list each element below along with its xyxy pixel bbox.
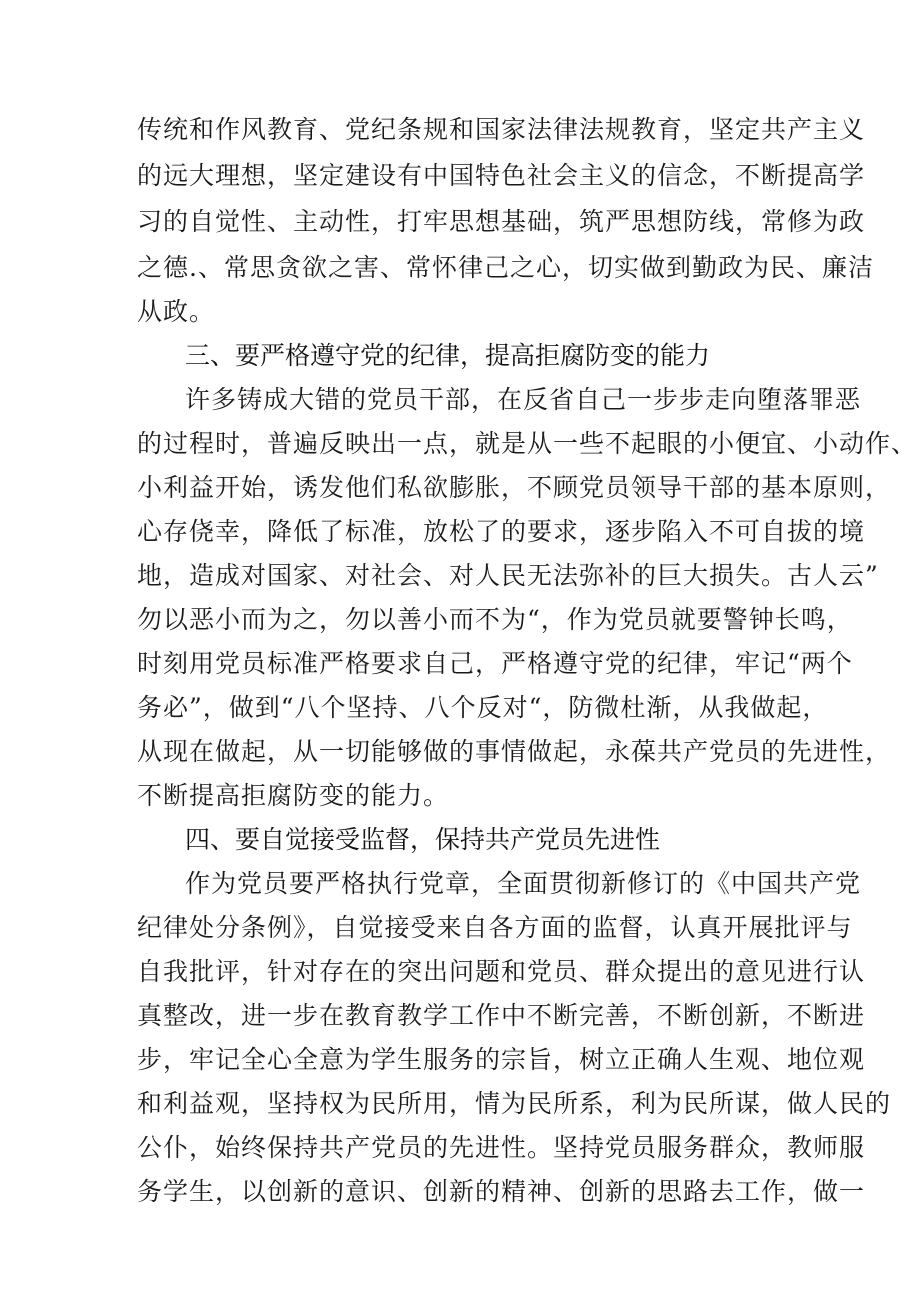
section-4-line-1: 作为党员要严格执行党章，全面贯彻新修订的《中国共产党 (185, 869, 862, 898)
section-4-line-5: 步，牢记全心全意为学生服务的宗旨，树立正确人生观、地位观 (137, 1045, 866, 1074)
paragraph-1-line-4: 之德.、常思贪欲之害、常怀律己之心，切实做到勤政为民、廉洁 (137, 253, 874, 282)
section-3-line-4: 心存侥幸，降低了标准，放松了的要求，逐步陷入不可自拔的境 (137, 517, 866, 546)
section-3-line-9: 从现在做起，从一切能够做的事情做起，永葆共产党员的先进性， (137, 737, 892, 766)
paragraph-1-line-1: 传统和作风教育、党纪条规和国家法律法规教育，坚定共产主义 (137, 115, 866, 144)
paragraph-1-line-3: 习的自觉性、主动性，打牢思想基础，筑严思想防线，常修为政 (137, 207, 866, 236)
section-4-heading: 四、要自觉接受监督，保持共产党员先进性 (185, 825, 661, 854)
paragraph-1-line-5: 从政。 (137, 297, 216, 326)
section-3-line-2: 的过程时，普遍反映出一点，就是从一些不起眼的小便宜、小动作、 (137, 429, 918, 458)
section-3-line-3: 小利益开始，诱发他们私欲膨胀，不顾党员领导干部的基本原则， (137, 473, 892, 502)
section-4-line-3: 自我批评，针对存在的突出问题和党员、群众提出的意见进行认 (137, 957, 866, 986)
section-3-line-1: 许多铸成大错的党员干部，在反省自己一步步走向堕落罪恶 (185, 385, 862, 414)
section-4-line-7: 公仆，始终保持共产党员的先进性。坚持党员服务群众，教师服 (137, 1133, 866, 1162)
section-3-line-10: 不断提高拒腐防变的能力。 (137, 781, 450, 810)
section-3-line-5: 地，造成对国家、对社会、对人民无法弥补的巨大损失。古人云” (137, 561, 879, 590)
section-4-line-4: 真整改，进一步在教育教学工作中不断完善，不断创新，不断进 (137, 1001, 866, 1030)
section-3-line-8: 务必”，做到“八个坚持、八个反对“，防微杜渐，从我做起， (137, 693, 829, 722)
section-4-line-8: 务学生，以创新的意识、创新的精神、创新的思路去工作，做一 (137, 1177, 866, 1206)
paragraph-1-line-2: 的远大理想，坚定建设有中国特色社会主义的信念，不断提高学 (137, 161, 866, 190)
section-3-line-6: 勿以恶小而为之，勿以善小而不为“，作为党员就要警钟长鸣， (137, 605, 853, 634)
section-4-line-2: 纪律处分条例》，自觉接受来自各方面的监督，认真开展批评与 (137, 913, 853, 942)
section-4-line-6: 和利益观，坚持权为民所用，情为民所系，利为民所谋，做人民的 (137, 1089, 892, 1118)
section-3-heading: 三、要严格遵守党的纪律，提高拒腐防变的能力 (185, 341, 711, 370)
section-3-line-7: 时刻用党员标准严格要求自己，严格遵守党的纪律，牢记“两个 (137, 649, 853, 678)
